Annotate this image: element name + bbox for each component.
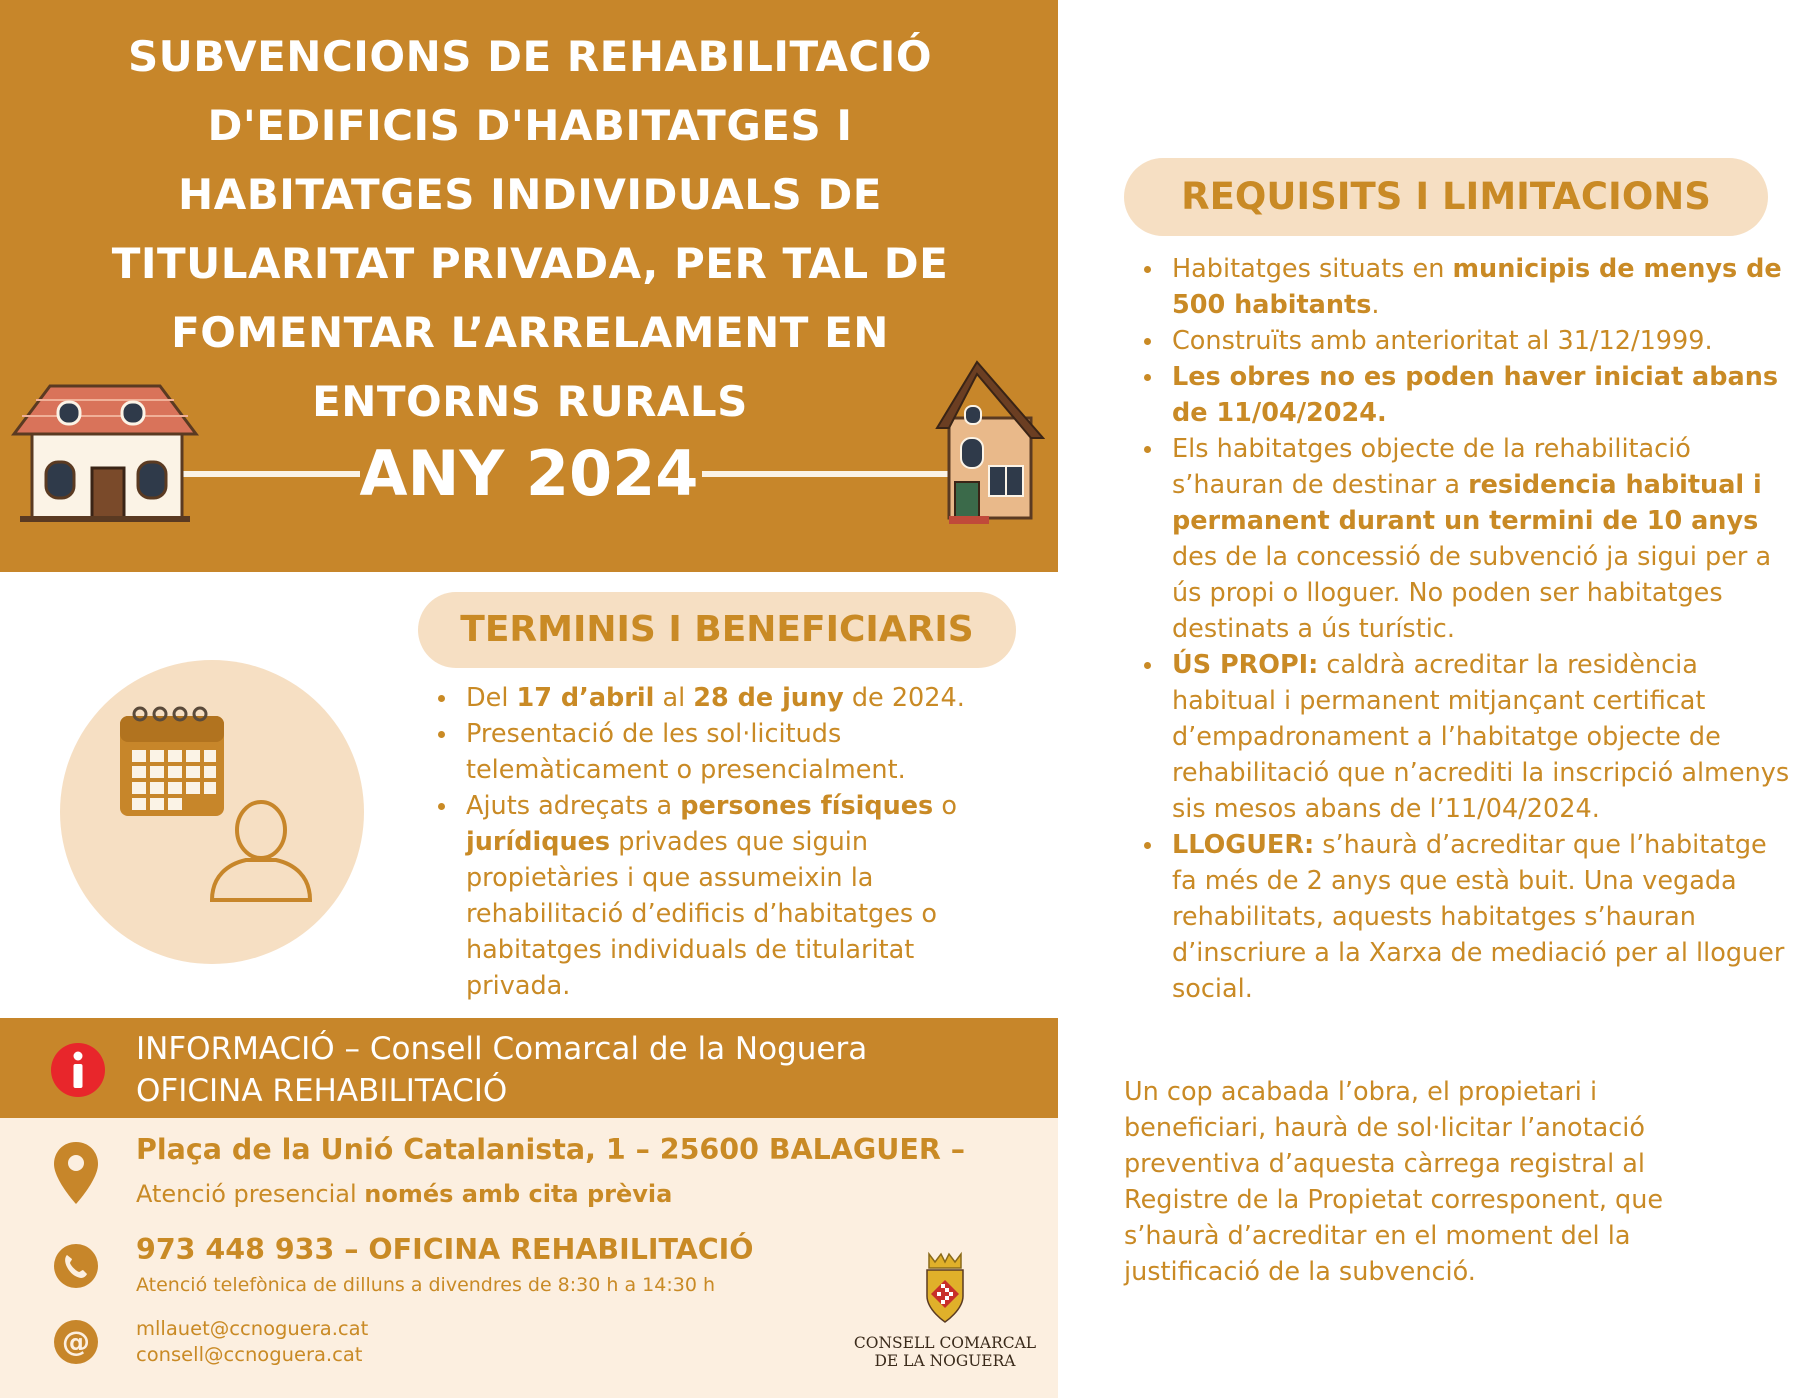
final-note <box>1124 1074 1794 1290</box>
text-segment-bold: ÚS PROPI: <box>1172 650 1319 680</box>
text-segment-bold: Les obres no es poden haver iniciat abans de 11/04/2024. <box>1172 362 1779 428</box>
text-segment: al <box>654 683 694 713</box>
list-item <box>1136 251 1796 323</box>
final-note-line: Un cop acabada l’obra, el propietari i <box>1124 1077 1598 1107</box>
text-segment-bold: 17 d’abril <box>516 683 655 713</box>
text-segment: caldrà acreditar la residència habitual i permanent mitjançant certificat d’empadronament a l’habitatge objecte de rehabilitació que n’acrediti la inscripció almenys sis mesos abans de l’11/04/2024. <box>1172 650 1790 824</box>
email-link[interactable]: consell@ccnoguera.cat <box>136 1343 363 1366</box>
phone-icon <box>52 1242 100 1290</box>
logo-text: CONSELL COMARCAL <box>853 1334 1037 1352</box>
terminis-heading: TERMINIS I BENEFICIARIS <box>418 592 1016 668</box>
list-item <box>430 716 1020 788</box>
house-right-icon <box>935 358 1045 528</box>
text-segment: Construïts amb anterioritat al 31/12/1999. <box>1172 326 1713 356</box>
email-at-icon <box>52 1318 100 1366</box>
banner-title-line: FOMENTAR L’ARRELAMENT EN <box>171 308 889 357</box>
banner-title-line: ENTORNS RURALS <box>312 377 748 426</box>
coat-of-arms-icon <box>915 1250 975 1330</box>
address: Plaça de la Unió Catalanista, 1 – 25600 BALAGUER – <box>136 1133 965 1166</box>
final-note-line: beneficiari, haurà de sol·licitar l’anotació <box>1124 1113 1645 1143</box>
text-segment-bold: persones físiques <box>680 791 934 821</box>
text-segment: des de la concessió de subvenció ja sigui per a ús propi o lloguer. No poden ser habitatges destinats a ús turístic. <box>1172 542 1772 644</box>
address-note-bold: només amb cita prèvia <box>364 1180 673 1208</box>
text-segment: Habitatges situats en <box>1172 254 1453 284</box>
text-segment-bold: municipis de menys de 500 habitants <box>1172 254 1782 320</box>
list-item <box>430 788 1020 1004</box>
info-heading <box>136 1028 867 1112</box>
house-left-icon <box>10 376 200 526</box>
terminis-list <box>430 680 1020 1004</box>
phone-hours: Atenció telefònica de dilluns a divendres de 8:30 h a 14:30 h <box>136 1274 715 1296</box>
list-item <box>1136 359 1796 431</box>
text-segment: . <box>1371 290 1380 320</box>
requisits-list <box>1136 251 1796 1007</box>
email-link[interactable]: mllauet@ccnoguera.cat <box>136 1317 369 1340</box>
address-note-plain: Atenció presencial <box>136 1180 365 1208</box>
person-icon <box>206 796 316 906</box>
text-segment-bold: residencia habitual i permanent durant un termini de 10 anys <box>1172 470 1762 536</box>
banner-title-line: TITULARITAT PRIVADA, PER TAL DE <box>111 239 949 288</box>
text-segment: s’haurà d’acreditar que l’habitatge fa més de 2 anys que està buit. Una vegada rehabilitats, aquests habitatges s’hauran d’inscriure a la Xarxa de mediació per al lloguer social. <box>1172 830 1785 1004</box>
text-segment: Els habitatges objecte de la rehabilitació s’hauran de destinar a <box>1172 434 1691 500</box>
info-line-1: INFORMACIÓ – Consell Comarcal de la Noguera <box>136 1031 868 1067</box>
text-segment: Presentació de les sol·licituds telemàticament o presencialment. <box>466 719 906 785</box>
text-segment-bold: LLOGUER: <box>1172 830 1315 860</box>
phone-number[interactable]: 973 448 933 – OFICINA REHABILITACIÓ <box>136 1233 754 1266</box>
consell-comarcal-logo <box>850 1250 1040 1370</box>
banner-title-line: D'EDIFICIS D'HABITATGES I <box>207 101 853 150</box>
info-icon <box>50 1042 106 1098</box>
list-item <box>1136 431 1796 647</box>
list-item <box>1136 827 1796 1007</box>
banner-year: ANY 2024 <box>359 437 699 510</box>
final-note-line: s’haurà d’acreditar en el moment del la <box>1124 1221 1631 1251</box>
banner-title-line: HABITATGES INDIVIDUALS DE <box>178 170 882 219</box>
list-item <box>1136 323 1796 359</box>
final-note-line: Registre de la Propietat corresponent, que <box>1124 1185 1664 1215</box>
text-segment: Ajuts adreçats a <box>466 791 681 821</box>
logo-text: DE LA NOGUERA <box>874 1352 1016 1370</box>
title-banner <box>0 0 1058 572</box>
final-note-line: justificació de la subvenció. <box>1124 1257 1476 1287</box>
list-item <box>430 680 1020 716</box>
location-pin-icon <box>52 1140 100 1206</box>
banner-divider-right <box>702 471 948 477</box>
text-segment: o <box>933 791 957 821</box>
address-note <box>136 1178 672 1210</box>
text-segment: Del <box>466 683 517 713</box>
text-segment: privades que siguin propietàries i que assumeixin la rehabilitació d’edificis d’habitatges o habitatges individuals de titularitat privada. <box>466 827 937 1001</box>
svg-text:@: @ <box>62 1325 90 1358</box>
final-note-line: preventiva d’aquesta càrrega registral al <box>1124 1149 1646 1179</box>
info-line-2: OFICINA REHABILITACIÓ <box>136 1073 508 1109</box>
text-segment-bold: 28 de juny <box>693 683 844 713</box>
banner-title-line: SUBVENCIONS DE REHABILITACIÓ <box>127 32 933 81</box>
requisits-heading: REQUISITS I LIMITACIONS <box>1124 158 1768 236</box>
list-item <box>1136 647 1796 827</box>
text-segment: de 2024. <box>843 683 965 713</box>
text-segment-bold: jurídiques <box>466 827 611 857</box>
banner-title <box>40 22 1020 436</box>
